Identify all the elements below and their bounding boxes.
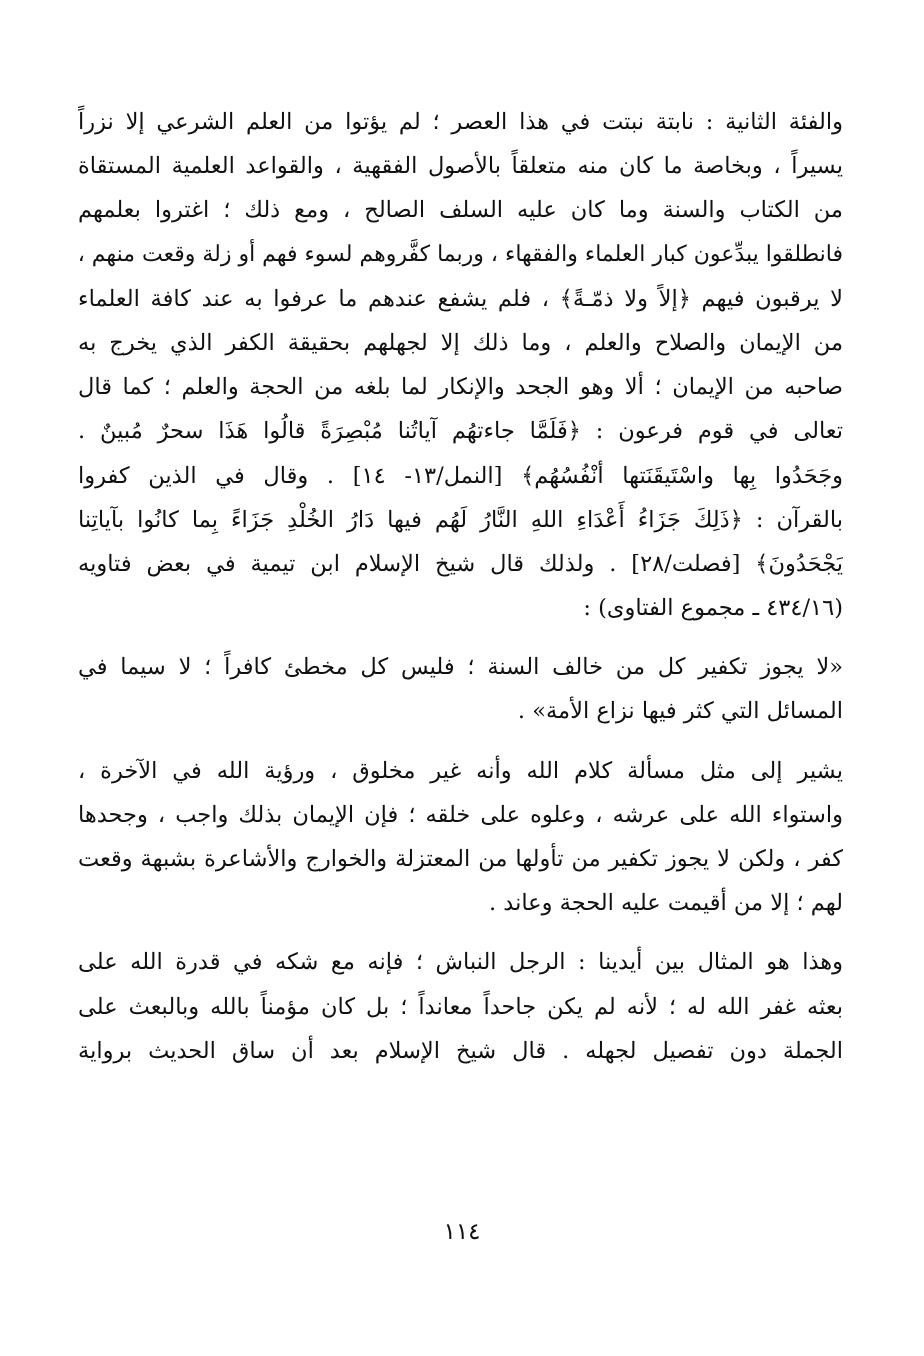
paragraph-3: [78, 749, 843, 926]
paragraph-4: [78, 940, 843, 1073]
text-line: بالقرآن : ﴿ذَلِكَ جَزَاءُ أَعْدَاءِ اللهِ النَّارُ لَهُم فيها دَارُ الخُلْدِ جَزَاءً بِما كانُوا بآياتِنا: [78, 506, 843, 533]
text-line: وجَحَدُوا بِها واسْتَيقَنَتها أنْفُسُهُم﴾ [النمل/١٣- ١٤] . وقال في الذين كفروا: [78, 462, 843, 489]
text-line: وهذا هو المثال بين أيدينا : الرجل النباش ؛ فإنه مع شكه في قدرة الله على: [78, 949, 843, 976]
text-line: الجملة دون تفصيل لجهله . قال شيخ الإسلام بعد أن ساق الحديث برواية: [78, 1037, 843, 1064]
paragraph-2-quote: [78, 645, 843, 733]
text-line: (٤٣٤/١٦ ـ مجموع الفتاوى) :: [583, 595, 843, 622]
page-body: [78, 100, 843, 1073]
paragraph-gap: [78, 925, 843, 940]
text-line: لا يرقبون فيهم ﴿إلاً ولا ذمّـةً﴾ ، فلم يشفع عندهم ما عرفوا به عند كافة العلماء: [78, 285, 843, 312]
text-line: بعثه غفر الله له ؛ لأنه لم يكن جاحداً معانداً ؛ بل كان مؤمناً بالله وبالبعث على: [78, 993, 843, 1020]
text-line: واستواء الله على عرشه ، وعلوه على خلقه ؛ فإن الإيمان بذلك واجب ، وجحدها: [78, 801, 843, 828]
paragraph-gap: [78, 734, 843, 749]
text-line: والفئة الثانية : نابتة نبتت في هذا العصر ؛ لم يؤتوا من العلم الشرعي إلا نزراً: [78, 109, 843, 135]
text-line: من الإيمان والصلاح والعلم ، وما ذلك إلا لجهلهم بحقيقة الكفر الذي يخرج به: [78, 329, 843, 356]
paragraph-gap: [78, 630, 843, 645]
text-line: يشير إلى مثل مسألة كلام الله وأنه غير مخلوق ، ورؤية الله في الآخرة ،: [78, 757, 843, 784]
text-line: صاحبه من الإيمان ؛ ألا وهو الجحد والإنكار لما بلغه من الحجة والعلم ؛ كما قال: [78, 374, 843, 401]
page-number: ١١٤: [443, 1219, 481, 1245]
text-line: من الكتاب والسنة وما كان عليه السلف الصالح ، ومع ذلك ؛ اغتروا بعلمهم: [78, 197, 843, 224]
text-line: كفر ، ولكن لا يجوز تكفير من تأولها من المعتزلة والخوارج والأشاعرة بشبهة وقعت: [78, 846, 843, 872]
text-line: يسيراً ، وبخاصة ما كان منه متعلقاً بالأصول الفقهية ، والقواعد العلمية المستقاة: [78, 153, 843, 180]
text-line: المسائل التي كثر فيها نزاع الأمة» .: [517, 698, 843, 725]
text-line: «لا يجوز تكفير كل من خالف السنة ؛ فليس كل مخطئ كافراً ؛ لا سيما في: [78, 654, 843, 681]
text-line: يَجْحَدُونَ﴾ [فصلت/٢٨] . ولذلك قال شيخ الإسلام ابن تيمية في بعض فتاويه: [78, 550, 843, 577]
text-line: فانطلقوا يبدِّعون كبار العلماء والفقهاء ، وربما كفَّروهم لسوء فهم أو زلة وقعت منهم ،: [78, 241, 843, 267]
paragraph-1: [78, 100, 843, 630]
text-line: لهم ؛ إلا من أقيمت عليه الحجة وعاند .: [488, 890, 843, 917]
text-line: تعالى في قوم فرعون : ﴿فَلَمَّا جاءتهُم آياتُنا مُبْصِرَةً قالُوا هَذَا سحرٌ مُبينٌ .: [78, 418, 843, 445]
